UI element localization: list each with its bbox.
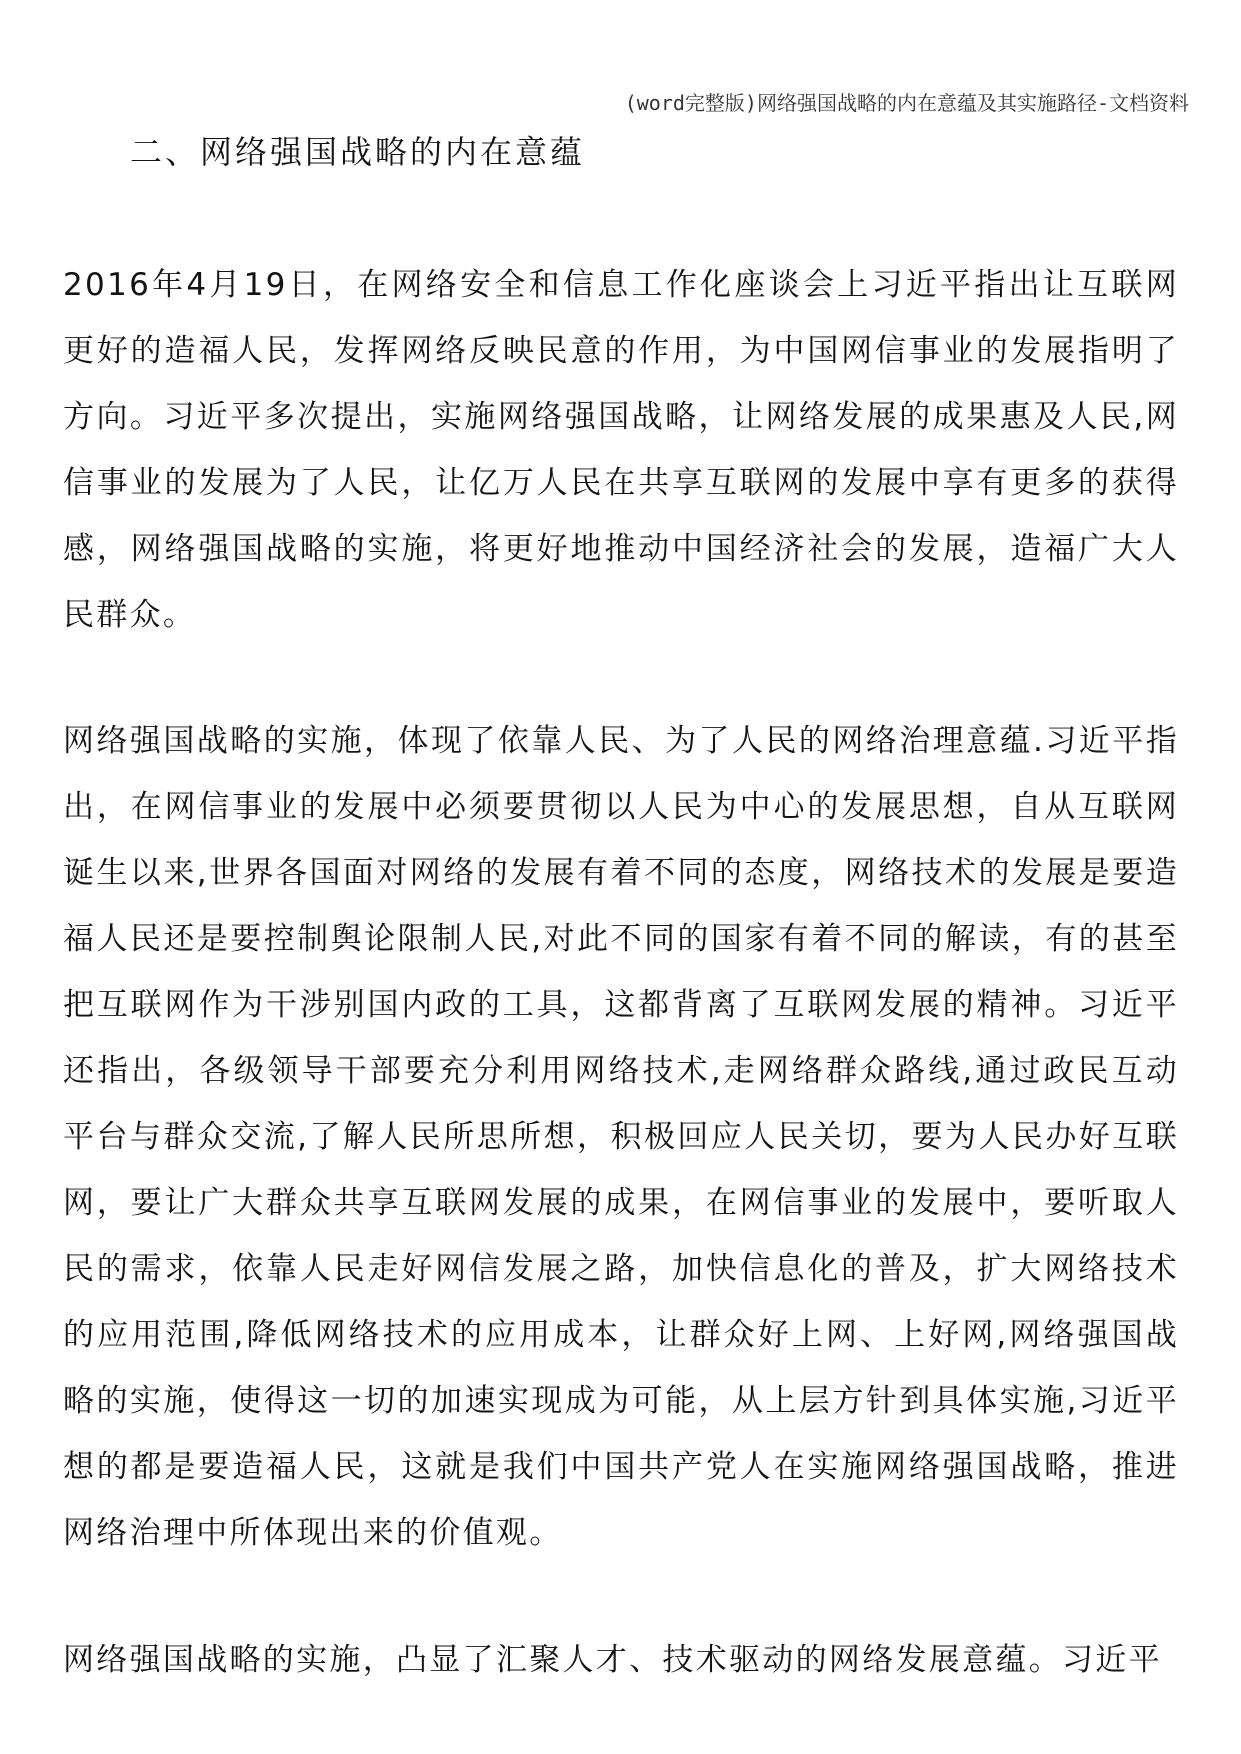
section-heading: 二、网络强国战略的内在意蕴 [130,133,586,171]
body-paragraph-3: 网络强国战略的实施，凸显了汇聚人才、技术驱动的网络发展意蕴。习近平 [63,1642,1162,1678]
body-paragraph-2: 网络强国战略的实施，体现了依靠人民、为了人民的网络治理意蕴.习近平指出，在网信事业的发展中必须要贯彻以人民为中心的发展思想，自从互联网诞生以来,世界各国面对网络的发展有着不同的态度，网络技术的发展是要造福人民还是要控制舆论限制人民,对此不同的国家有着不同的解读，有的甚至把互联网作为干涉别国内政的工具，这都背离了互联网发展的精神。习近平还指出，各级领导干部要充分利用网络技术,走网络群众路线,通过政民互动平台与群众交流,了解人民所思所想，积极回应人民关切，要为人民办好互联网，要让广大群众共享互联网发展的成果，在网信事业的发展中，要听取人民的需求，依靠人民走好网信发展之路，加快信息化的普及，扩大网络技术的应用范围,降低网络技术的应用成本，让群众好上网、上好网,网络强国战略的实施，使得这一切的加速实现成为可能，从上层方针到具体实施,习近平想的都是要造福人民，这就是我们中国共产党人在实施网络强国战略，推进网络治理中所体现出来的价值观。 [63,723,1179,1551]
running-header: (word完整版)网络强国战略的内在意蕴及其实施路径-文档资料 [624,91,1189,115]
body-paragraph-1: 2016年4月19日，在网络安全和信息工作化座谈会上习近平指出让互联网更好的造福人民，发挥网络反映民意的作用，为中国网信事业的发展指明了方向。习近平多次提出，实施网络强国战略，让网络发展的成果惠及人民,网信事业的发展为了人民，让亿万人民在共享互联网的发展中享有更多的获得感，网络强国战略的实施，将更好地推动中国经济社会的发展，造福广大人民群众。 [63,267,1179,633]
